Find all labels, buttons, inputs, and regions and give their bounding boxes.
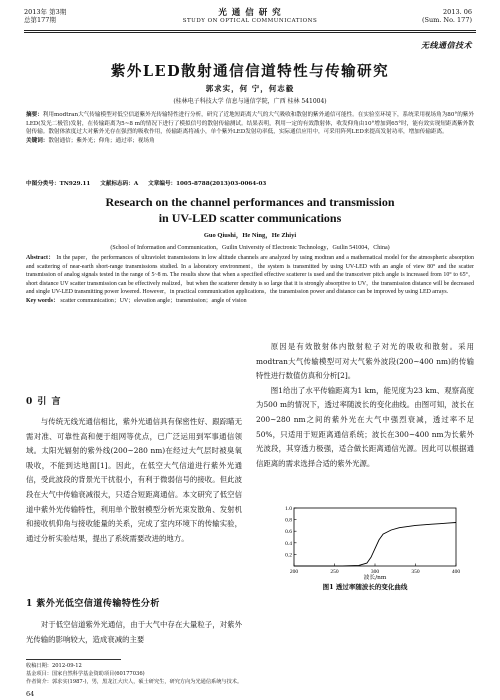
section-0-heading: 0 引 言	[26, 397, 62, 407]
footnote-received: 收稿日期：2012-09-12	[26, 663, 82, 669]
header-rule-thin	[24, 32, 476, 33]
abstract-en	[26, 254, 474, 306]
journal-title-en: STUDY ON OPTICAL COMMUNICATIONS	[182, 18, 318, 24]
section-1-heading: 1 紫外光低空信道传输特性分析	[26, 599, 160, 609]
chart-frame	[294, 508, 456, 566]
journal-title: 光 通 信 研 究	[218, 8, 282, 18]
paper-title-en-line2: in UV-LED scatter communications	[158, 211, 342, 225]
footnote-fund: 基金项目：国家自然科学基金资助项目(60177036)	[26, 671, 145, 677]
clc-number: 中图分类号：TN929.11	[26, 181, 91, 187]
x-tick-label: 400	[451, 569, 461, 575]
right-paragraph-2: 图1给出了水平传输距离为1 km，能见度为23 km、观察高度为500 m的情况下，透过率随波长的变化曲线。由图可知，波长在200~280 nm之间的紫外光在大气中强烈衰减，透过率不足50%，只适用于短距离通信系统；波长在300~400 nm为长紫外光波段，其穿透力极强，适合做长距离通信光源。因此可以根据通信距离的需求选择合适的紫外光源。	[256, 385, 474, 468]
header-date: 2013. 06	[443, 8, 472, 16]
abstract-zh	[26, 111, 474, 145]
affiliation-en: (School of Information and Communication，Guilin University of Electronic Technology，Guilin 541004，China)	[110, 245, 390, 251]
header-issue-line2: 总第177期	[24, 16, 56, 24]
classification-line	[26, 179, 266, 187]
paper-title-en	[0, 194, 500, 226]
left-column	[26, 394, 242, 546]
y-tick-label: 1.0	[285, 506, 292, 512]
authors-en: Guo Qiushi，He Ning，He Zhiyi	[203, 232, 297, 239]
x-tick-label: 350	[411, 569, 420, 575]
header-date-info	[422, 8, 472, 24]
affiliation-zh: (桂林电子科技大学 信息与通信学院，广西 桂林 541004)	[173, 98, 327, 105]
x-tick-label: 250	[330, 569, 339, 575]
header-issue-line1: 2013年 第3期	[24, 8, 67, 16]
y-tick-label: 0.2	[285, 552, 292, 559]
transmittance-curve	[294, 523, 456, 567]
figure-1-chart	[256, 504, 474, 580]
document-code: 文献标志码：A	[100, 181, 139, 187]
figure-1-caption: 图1 透过率随波长的变化曲线	[322, 583, 408, 591]
section-1-paragraph: 对于低空信道紫外光通信，由于大气中存在大量粒子，对紫外光传输的影响较大，造成衰减的主要	[26, 620, 242, 644]
footnotes	[26, 662, 474, 686]
abstract-zh-label: 摘要：	[26, 112, 43, 118]
right-paragraph-1: 原因是有效散射体内散射粒子对光的吸收和散射。采用modtran大气传输模型可对大气紫外波段(200~400 nm)的传输特性进行数值仿真和分析[2]。	[256, 342, 474, 381]
keywords-zh-label: 关键词：	[26, 137, 49, 144]
article-number: 文章编号：1005-8788(2013)03-0064-03	[148, 181, 267, 187]
abstract-en-text: In the paper，the performances of ultraviolet transmissions in low altitude channels are analyzed by using modtran and a mathematical model for the atmospheric absorption and scattering of near-earth short-range transmissions studied. In a laboratory environment，the system is transmitted by using UV-LED with an angle of view 80° and the scatter transmission of analog signals tested in the range of 5~8 m. The results show that when a specified effective scatterer is used and the transceiver pitch angle is increased from 10° to 65°，short distance UV scatter transmission can be effectively realized，but when the scatterer density is so large that it is strongly absorptive to UV，the transmission distance will be decreased and single UV-LED transmitting power lowered. However，in practical communication applications，the transmission power and distance can be improved by using LED arrays.	[26, 255, 474, 296]
paper-title-en-line1: Research on the channel performances and transmission	[105, 195, 395, 209]
right-column	[256, 340, 474, 471]
footnote-rule	[26, 659, 121, 660]
column-category: 无线通信技术	[421, 40, 472, 50]
authors-zh: 郭求实，何 宁，何志毅	[205, 84, 295, 93]
keywords-zh-text: 散射通信；紫外光；仰角；通过率；视场角	[48, 137, 155, 144]
x-tick-label: 300	[370, 569, 380, 575]
abstract-en-label: Abstract：	[26, 255, 55, 261]
paper-title-zh: 紫外LED散射通信信道特性与传输研究	[110, 63, 390, 80]
section-1-body	[26, 618, 242, 647]
y-tick-label: 0.8	[285, 517, 292, 524]
header-rule	[24, 30, 476, 31]
x-tick-label: 200	[289, 569, 299, 575]
x-axis-label: 波长/nm	[363, 575, 387, 580]
footnote-author: 作者简介：郭求实(1987-)，男，黑龙江大庆人，硕士研究生，研究方向为光通信系统与技术。	[26, 679, 243, 685]
y-tick-label: 0.4	[285, 540, 292, 547]
page-number: 64	[26, 690, 35, 698]
keywords-en-text: scatter communication；UV；elevation angle；transmission；angle of vision	[60, 297, 247, 304]
section-0-paragraph: 与传统无线光通信相比，紫外光通信具有保密性好、跟踪瞄无需对准、可靠性高和便于组网等优点，已广泛运用到军事通信领域。太阳光辐射的紫外线(200~280 nm)在经过大气层时被臭氧吸收，不能到达地面[1]。因此，在低空大气信道进行紫外光通信，受此波段的背景光干扰很小，有利于微弱信号的接收。但此波段在大气中传输衰减很大，只适合短距离通信。本文研究了低空信道中紫外光传输特性，利用单个散射模型分析光束发散角、发射机和接收机仰角与接收能量的关系，完成了室内环境下的传输实验，通过分析实验结果，提出了系统需要改进的地方。	[26, 417, 242, 543]
header-sum-no: (Sum. No. 177)	[421, 16, 472, 24]
y-tick-label: 0.6	[285, 529, 292, 536]
keywords-en-label: Key words：	[26, 297, 59, 304]
abstract-zh-text: 利用modtran大气传输模型对低空信道紫外光传输特性进行分析，研究了近地短距离大气的大气吸收和散射的紫外通信可能性。在实验室环境下，系统采用视场角为80°的紫外LED(发光二极管)发射，在传输距离为5~8 m的情况下进行了模拟信号的散射传输测试。结果表明，利用一定的有效散射体，收发仰角由10°增加到65°时，能有效实现短距离紫外散射传输。散射体浓度过大对紫外光存在强烈的吸收作用，传输距离将减小，单个紫外LED发射功率低，实际通信应用中，可采用阵列LED来提高发射功率，增加传输距离。	[26, 112, 474, 136]
